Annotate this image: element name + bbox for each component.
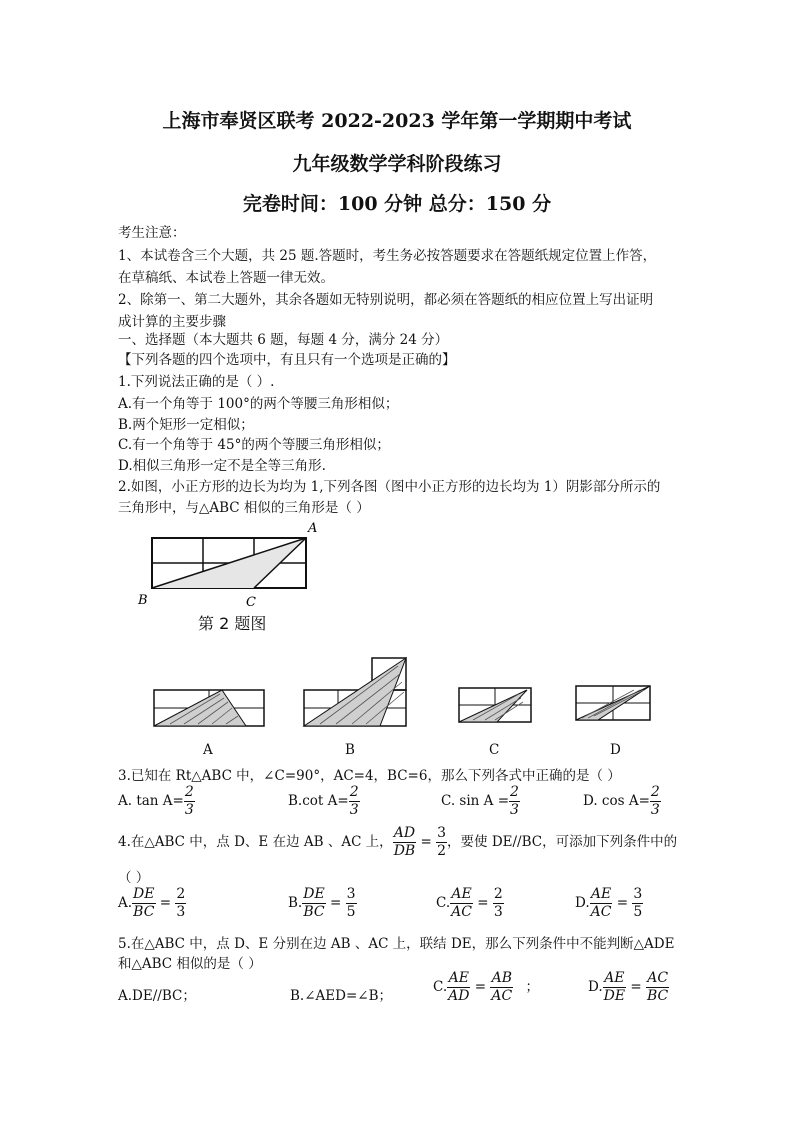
section1-instruction: 【下列各题的四个选项中，有且只有一个选项是正确的】 (118, 352, 456, 368)
q2-vertex-b-label: B (138, 593, 148, 608)
q5-option-c: C. $\frac{AE}{AD}$ = $\frac{AB}{AC}$ ； (433, 970, 540, 1004)
notice-line-2: 在草稿纸、本试卷上答题一律无效。 (118, 270, 334, 286)
q5-option-d: D. $\frac{AE}{DE}$ = $\frac{AC}{BC}$ (588, 970, 669, 1004)
q3-option-d: D. cos A= $\frac{2}{3}$ (583, 784, 660, 818)
q2-figure-caption: 第 2 题图 (198, 614, 267, 633)
q3-option-b: B.cot A= $\frac{2}{3}$ (288, 784, 359, 818)
q3-option-c: C. sin A = $\frac{2}{3}$ (441, 784, 519, 818)
q2-option-c-label: C (489, 742, 500, 758)
q5-stem-line-1: 5.在△ABC 中，点 D、E 分别在边 AB 、AC 上，联结 DE，那么下列条件中不能判断△ADE (118, 936, 675, 952)
q3-stem: 3.已知在 Rt△ABC 中，∠C=90°，AC=4，BC=6，那么下列各式中正确的是（ ） (118, 768, 621, 784)
q2-option-c-figure (455, 684, 535, 726)
section1-heading: 一、选择题（本大题共 6 题，每题 4 分，满分 24 分） (118, 332, 449, 348)
q2-vertex-a-label: A (308, 521, 318, 536)
q2-main-figure (136, 518, 326, 613)
q4-stem: 4.在△ABC 中，点 D、E 在边 AB 、AC 上， $\frac{AD}{DB}$ = $\frac{3}{2}$ ，要使 DE//BC，可添加下列条件中的 (118, 825, 678, 859)
notice-heading: 考生注意： (118, 225, 186, 241)
q1-option-a: A.有一个角等于 100°的两个等腰三角形相似； (118, 396, 399, 412)
notice-line-1: 1、本试卷含三个大题，共 25 题.答题时，考生务必按答题要求在答题纸规定位置上作答， (118, 248, 657, 264)
exam-time-score: 完卷时间：100 分钟 总分：150 分 (242, 193, 552, 215)
exam-title: 上海市奉贤区联考 2022-2023 学年第一学期期中考试 (162, 110, 632, 132)
notice-line-4: 成计算的主要步骤 (118, 314, 226, 330)
q5-option-b: B.∠AED=∠B； (290, 988, 392, 1004)
q4-option-b: B. $\frac{DE}{BC}$ = $\frac{3}{5}$ (288, 886, 356, 920)
q1-option-d: D.相似三角形一定不是全等三角形. (118, 458, 326, 474)
q1-option-c: C.有一个角等于 45°的两个等腰三角形相似； (118, 437, 390, 453)
q4-option-c: C. $\frac{AE}{AC}$ = $\frac{2}{3}$ (436, 886, 503, 920)
q2-option-d-figure (572, 682, 654, 724)
q2-option-a-figure (150, 686, 268, 728)
q2-stem-line-2: 三角形中，与△ABC 相似的三角形是（ ） (118, 500, 370, 516)
q4-option-d: D. $\frac{AE}{AC}$ = $\frac{3}{5}$ (575, 886, 643, 920)
q2-option-b-label: B (345, 742, 355, 758)
exam-subtitle: 九年级数学学科阶段练习 (292, 153, 502, 175)
q5-option-a: A.DE//BC； (118, 988, 196, 1004)
q4-option-a: A. $\frac{DE}{BC}$ = $\frac{2}{3}$ (118, 886, 186, 920)
q3-option-a: A. tan A= $\frac{2}{3}$ (118, 784, 194, 818)
q2-option-d-label: D (610, 742, 621, 758)
q2-vertex-c-label: C (246, 595, 256, 610)
q1-stem: 1.下列说法正确的是（ ）. (118, 374, 275, 390)
notice-line-3: 2、除第一、第二大题外，其余各题如无特别说明，都必须在答题纸的相应位置上写出证明 (118, 292, 654, 308)
q5-stem-line-2: 和△ABC 相似的是（ ） (118, 956, 262, 972)
q1-option-b: B.两个矩形一定相似； (118, 417, 254, 433)
q2-option-b-figure (300, 656, 412, 728)
q2-stem-line-1: 2.如图，小正方形的边长为均为 1,下列各图（图中小正方形的边长均为 1）阴影部分所示的 (118, 479, 661, 495)
q4-answer-paren: （ ） (118, 870, 150, 886)
q2-option-a-label: A (203, 742, 213, 758)
